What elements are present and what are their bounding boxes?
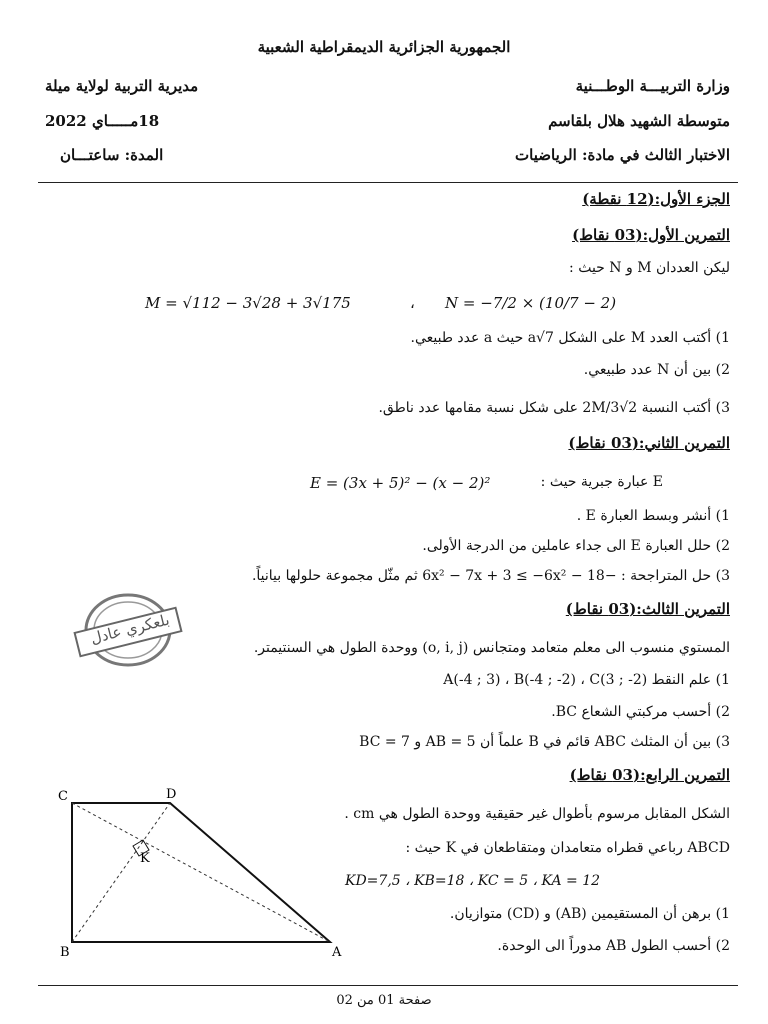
directorate: مديرية التربية لولاية ميلة bbox=[45, 77, 199, 95]
ex2-question-1: 1) أنشر وبسط العبارة E . bbox=[576, 508, 730, 524]
header-divider bbox=[38, 182, 738, 183]
official-stamp bbox=[68, 590, 188, 670]
ex3-intro: المستوي منسوب الى معلم متعامد ومتجانس (o, i, j) ووحدة الطول هي السنتيمتر. bbox=[253, 640, 730, 656]
label-c: C bbox=[58, 789, 68, 804]
ex1-title: التمرين الأول:(03 نقاط) bbox=[572, 226, 730, 244]
ex3-question-2: 2) أحسب مركبتي الشعاع BC. bbox=[551, 704, 730, 720]
ex2-title: التمرين الثاني:(03 نقاط) bbox=[568, 434, 730, 452]
ex2-formula-e: E = (3x + 5)² − (x − 2)² bbox=[310, 474, 491, 492]
label-a: A bbox=[332, 945, 342, 960]
ex3-question-1: 1) علم النقط A(-4 ; 3) ، B(-4 ; -2) ، C(3 ; -2) bbox=[443, 672, 730, 688]
ex1-separator: ، bbox=[410, 294, 415, 312]
ex4-title: التمرين الرابع:(03 نقاط) bbox=[569, 766, 730, 784]
ex4-question-1: 1) برهن أن المستقيمين (AB) و (CD) متوازيان. bbox=[449, 906, 730, 922]
label-k: K bbox=[140, 851, 150, 866]
ex2-question-2: 2) حلل العبارة E الى جداء عاملين من الدرجة الأولى. bbox=[422, 538, 730, 554]
ex2-intro: E عبارة جبرية حيث : bbox=[540, 474, 663, 490]
ex1-question-3: 3) أكتب النسبة 2M/3√2 على شكل نسبة مقامها عدد ناطق. bbox=[378, 400, 730, 416]
stamp-text: بلعكري عادل bbox=[88, 610, 172, 648]
ex1-question-1: 1) أكتب العدد M على الشكل a√7 حيث a عدد طبيعي. bbox=[410, 330, 730, 346]
label-d: D bbox=[166, 787, 177, 802]
ex3-question-3: 3) بين أن المثلث ABC قائم في B علماً أن AB = 5 و BC = 7 bbox=[359, 734, 730, 750]
ex1-question-2: 2) بين أن N عدد طبيعي. bbox=[583, 362, 730, 378]
ex3-title: التمرين الثالث:(03 نقاط) bbox=[565, 600, 730, 618]
diagonal-ac bbox=[72, 803, 330, 942]
page-number: صفحة 01 من 02 bbox=[336, 993, 432, 1008]
part1-title: الجزء الأول:(12 نقطة) bbox=[582, 190, 730, 208]
ex4-question-2: 2) أحسب الطول AB مدوراً الى الوحدة. bbox=[497, 938, 730, 954]
footer-divider bbox=[38, 985, 738, 986]
ex1-formula-m: M = √112 − 3√28 + 3√175 bbox=[145, 294, 351, 312]
ex1-intro: ليكن العددان M و N حيث : bbox=[569, 260, 730, 276]
ex4-intro-2: ABCD رباعي قطراه متعامدان ومتقاطعان في K حيث : bbox=[405, 840, 730, 856]
diagonal-bd bbox=[72, 803, 170, 942]
exam-duration: المدة: ساعتـــان bbox=[60, 146, 164, 164]
ex4-values: KD=7,5 ، KB=18 ، KC = 5 ، KA = 12 bbox=[345, 873, 601, 889]
ex4-intro-1: الشكل المقابل مرسوم بأطوال غير حقيقية ووحدة الطول هي cm . bbox=[344, 806, 730, 822]
republic-title: الجمهورية الجزائرية الديمقراطية الشعبية bbox=[257, 38, 511, 56]
exam-date: 18مـــــاي 2022 bbox=[45, 112, 160, 130]
label-b: B bbox=[60, 945, 70, 960]
ministry: وزارة التربيـــة الوطـــنية bbox=[575, 77, 730, 95]
ex2-question-3: 3) حل المتراجحة : −6x² − 7x + 3 ≤ −6x² − 18 ثم مثّل مجموعة حلولها بيانياً. bbox=[251, 568, 730, 584]
exam-title: الاختبار الثالث في مادة: الرياضيات bbox=[515, 146, 730, 164]
ex1-formula-n: N = −7/2 × (10/7 − 2) bbox=[445, 294, 617, 312]
school-name: متوسطة الشهيد هلال بلقاسم bbox=[548, 112, 730, 130]
quadrilateral-figure bbox=[50, 780, 350, 965]
